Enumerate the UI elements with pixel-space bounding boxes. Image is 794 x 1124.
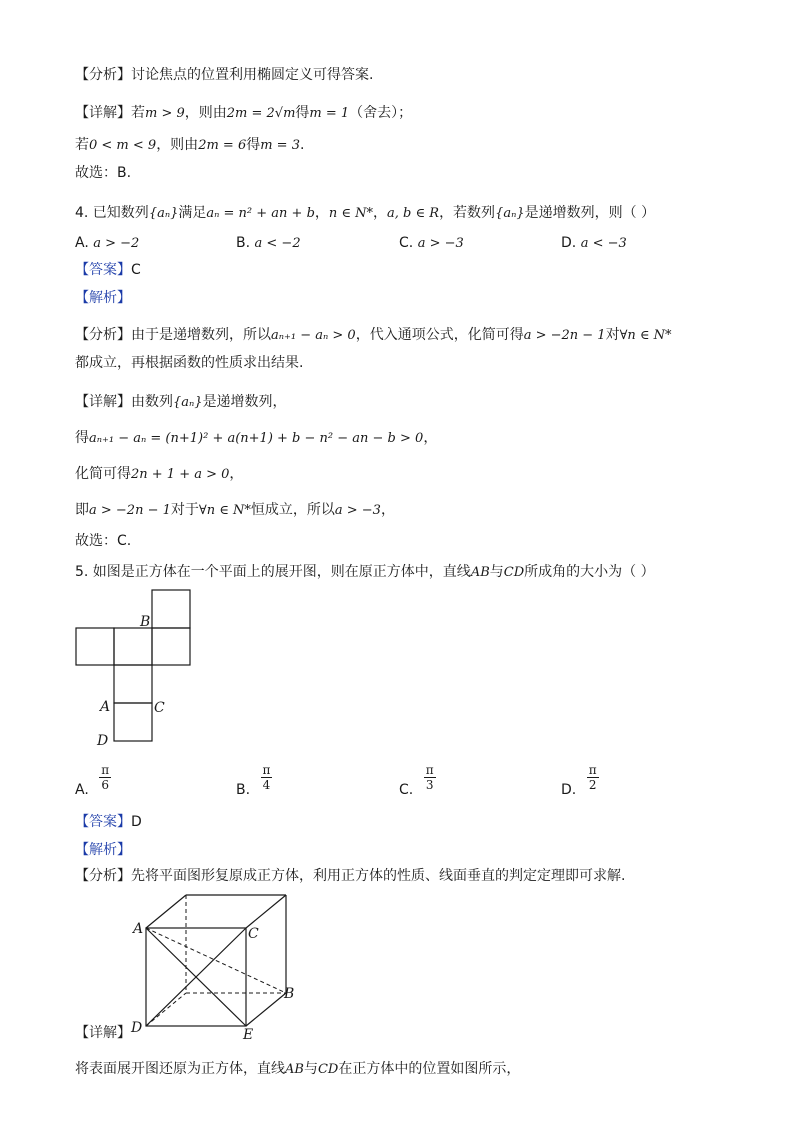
cube-label-a: A <box>133 921 144 937</box>
q3-choose: 故选：B. <box>75 165 132 181</box>
cube-edge <box>146 895 186 928</box>
net-label-c: C <box>154 700 165 716</box>
q4-detail-2: 得aₙ₊₁ − aₙ = (n+1)² + a(n+1) + b − n² − an − b > 0， <box>75 430 438 446</box>
q4-detail-1: 【详解】由数列{aₙ}是递增数列， <box>75 394 287 410</box>
q4-option-c: C. a > −3 <box>399 235 464 251</box>
q5-option-d: D. $\frac{\pi}{2}$ <box>561 763 597 798</box>
q4-analysis: 【分析】由于是递增数列，所以aₙ₊₁ − aₙ > 0，代入通项公式，化简可得a > −2n − 1对∀n ∈ N* <box>75 327 672 343</box>
q3-detail: 【详解】若m > 9，则由2m = 2√m得m = 1（舍去）； <box>75 105 413 121</box>
cube-label-b: B <box>284 986 295 1002</box>
cube-label-c: C <box>248 926 259 942</box>
q5-option-c: C. $\frac{\pi}{3}$ <box>399 763 434 798</box>
cube-hidden-edge <box>146 993 186 1026</box>
cube-hidden-line-ab <box>146 928 286 993</box>
q4-detail-3: 化简可得2n + 1 + a > 0， <box>75 466 244 482</box>
q3-detail-2: 若0 < m < 9，则由2m = 6得m = 3. <box>75 137 305 153</box>
q4-stem: 4. 已知数列{aₙ}满足aₙ = n² + an + b，n ∈ N*，a, b ∈ R，若数列{aₙ}是递增数列，则（ ） <box>75 205 656 221</box>
q4-option-b: B. a < −2 <box>236 235 301 251</box>
cube-label-e: E <box>243 1027 254 1043</box>
q4-analysis-2: 都成立，再根据函数的性质求出结果. <box>75 355 304 371</box>
q4-option-d: D. a < −3 <box>561 235 627 251</box>
q5-detail-tag: 【详解】 <box>75 1025 131 1041</box>
q3-analysis: 【分析】讨论焦点的位置利用椭圆定义可得答案. <box>75 67 374 83</box>
q4-choose: 故选：C. <box>75 533 132 549</box>
net-label-d: D <box>97 733 109 749</box>
q5-final: 将表面展开图还原为正方体，直线AB与CD在正方体中的位置如图所示， <box>75 1061 521 1077</box>
q5-option-b: B. $\frac{\pi}{4}$ <box>236 763 271 798</box>
q5-analysis: 【分析】先将平面图形复原成正方体，利用正方体的性质、线面垂直的判定定理即可求解. <box>75 868 626 884</box>
net-label-a: A <box>100 699 111 715</box>
cube-edge <box>246 895 286 928</box>
cube-label-d: D <box>131 1020 143 1036</box>
q5-answer: 【答案】D <box>75 814 142 830</box>
q4-answer: 【答案】C <box>75 262 141 278</box>
q5-jiexi: 【解析】 <box>75 842 131 858</box>
q5-option-a: A. $\frac{\pi}{6}$ <box>75 763 110 798</box>
q5-stem: 5. 如图是正方体在一个平面上的展开图，则在原正方体中，直线AB与CD所成角的大小为（ ） <box>75 564 655 580</box>
q4-option-a: A. a > −2 <box>75 235 140 251</box>
net-label-b: B <box>140 614 151 630</box>
q4-detail-4: 即a > −2n − 1对于∀n ∈ N*恒成立，所以a > −3， <box>75 502 395 518</box>
q4-jiexi: 【解析】 <box>75 290 131 306</box>
cube-edge <box>246 993 286 1026</box>
